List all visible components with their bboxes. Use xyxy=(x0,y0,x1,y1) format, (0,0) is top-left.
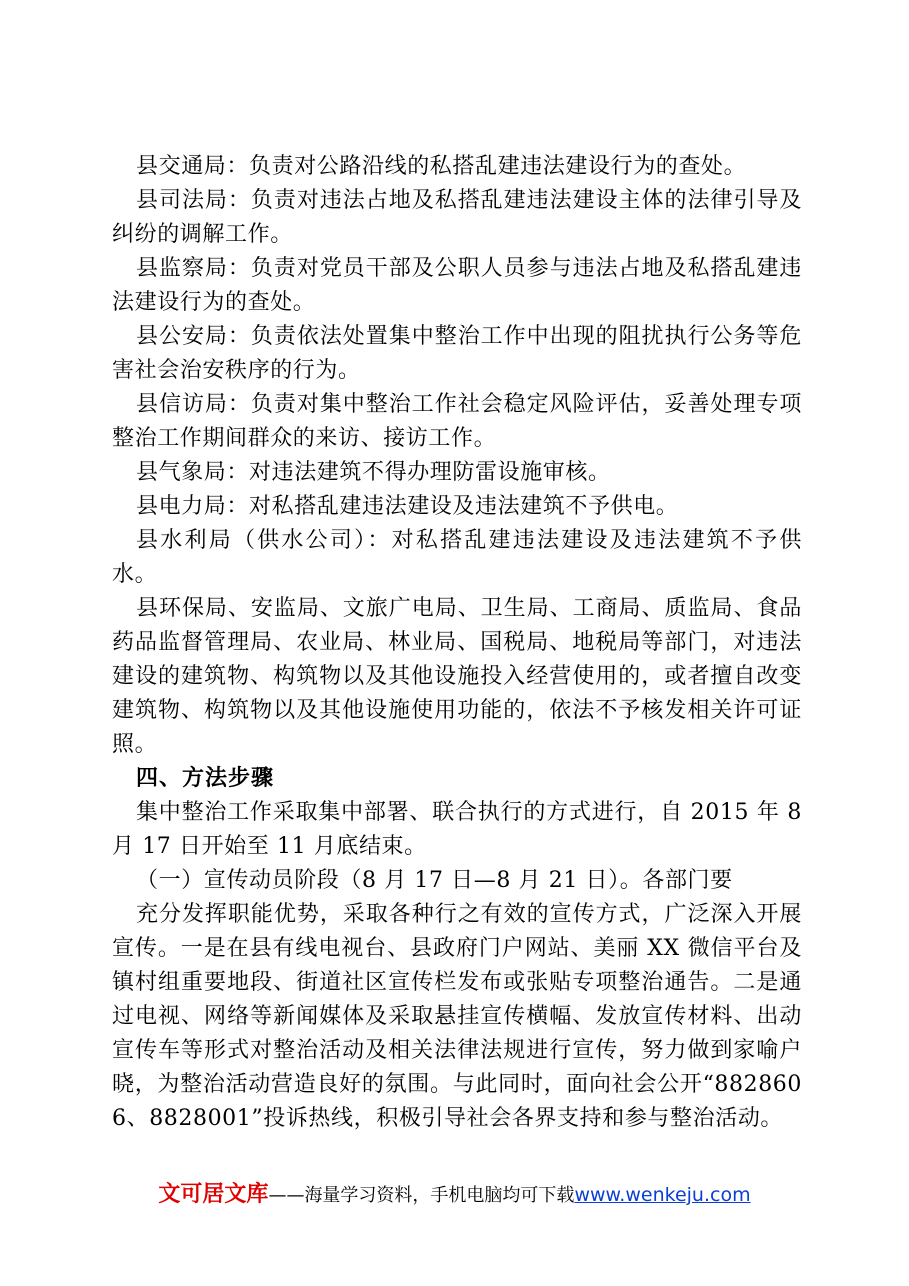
paragraph-stage-one-title: （一）宣传动员阶段（8 月 17 日—8 月 21 日）。各部门要 xyxy=(136,868,733,893)
paragraph-public-security-bureau: 县公安局：负责依法处置集中整治工作中出现的阻扰执行公务等危害社会治安秩序的行为。 xyxy=(112,324,802,383)
footer-slogan: ——海量学习资料，手机电脑均可下载 xyxy=(268,1185,575,1206)
document-body xyxy=(112,150,802,1136)
footer-brand: 文可居文库 xyxy=(158,1182,269,1207)
paragraph-stage-one-body: 充分发挥职能优势，采取各种行之有效的宣传方式，广泛深入开展宣传。一是在县有线电视台、县政府门户网站、美丽 XX 微信平台及镇村组重要地段、街道社区宣传栏发布或张贴专项整治通告。二是通过电视、网络等新闻媒体及采取悬挂宣传横幅、发放宣传材料、出动宣传车等形式对整治活动及相关法律法规进行宣传，努力做到家喻户晓，为整治活动营造良好的氛围。与此同时，面向社会公开“8828606、8828001”投诉热线，积极引导社会各界支持和参与整治活动。 xyxy=(112,902,802,1131)
paragraph-power-bureau: 县电力局：对私搭乱建违法建设及违法建筑不予供电。 xyxy=(136,494,679,519)
paragraph-supervision-bureau: 县监察局：负责对党员干部及公职人员参与违法占地及私搭乱建违法建设行为的查处。 xyxy=(112,256,802,315)
footer-website-link[interactable]: www.wenkeju.com xyxy=(574,1184,751,1206)
paragraph-justice-bureau: 县司法局：负责对违法占地及私搭乱建违法建设主体的法律引导及纠纷的调解工作。 xyxy=(112,188,802,247)
paragraph-other-departments: 县环保局、安监局、文旅广电局、卫生局、工商局、质监局、食品药品监督管理局、农业局、林业局、国税局、地税局等部门，对违法建设的建筑物、构筑物以及其他设施投入经营使用的，或者擅自改变建筑物、构筑物以及其他设施使用功能的，依法不予核发相关许可证照。 xyxy=(112,596,802,757)
paragraph-schedule: 集中整治工作采取集中部署、联合执行的方式进行，自 2015 年 8 月 17 日开始至 11 月底结束。 xyxy=(112,800,802,859)
paragraph-water-bureau: 县水利局（供水公司）：对私搭乱建违法建设及违法建筑不予供水。 xyxy=(112,528,802,587)
paragraph-transport-bureau: 县交通局：负责对公路沿线的私搭乱建违法建设行为的查处。 xyxy=(136,154,747,179)
paragraph-meteorological-bureau: 县气象局：对违法建筑不得办理防雷设施审核。 xyxy=(136,460,611,485)
footer-banner xyxy=(0,1180,909,1211)
section-heading-methods: 四、方法步骤 xyxy=(136,766,275,791)
paragraph-petition-bureau: 县信访局：负责对集中整治工作社会稳定风险评估，妥善处理专项整治工作期间群众的来访、接访工作。 xyxy=(112,392,802,451)
